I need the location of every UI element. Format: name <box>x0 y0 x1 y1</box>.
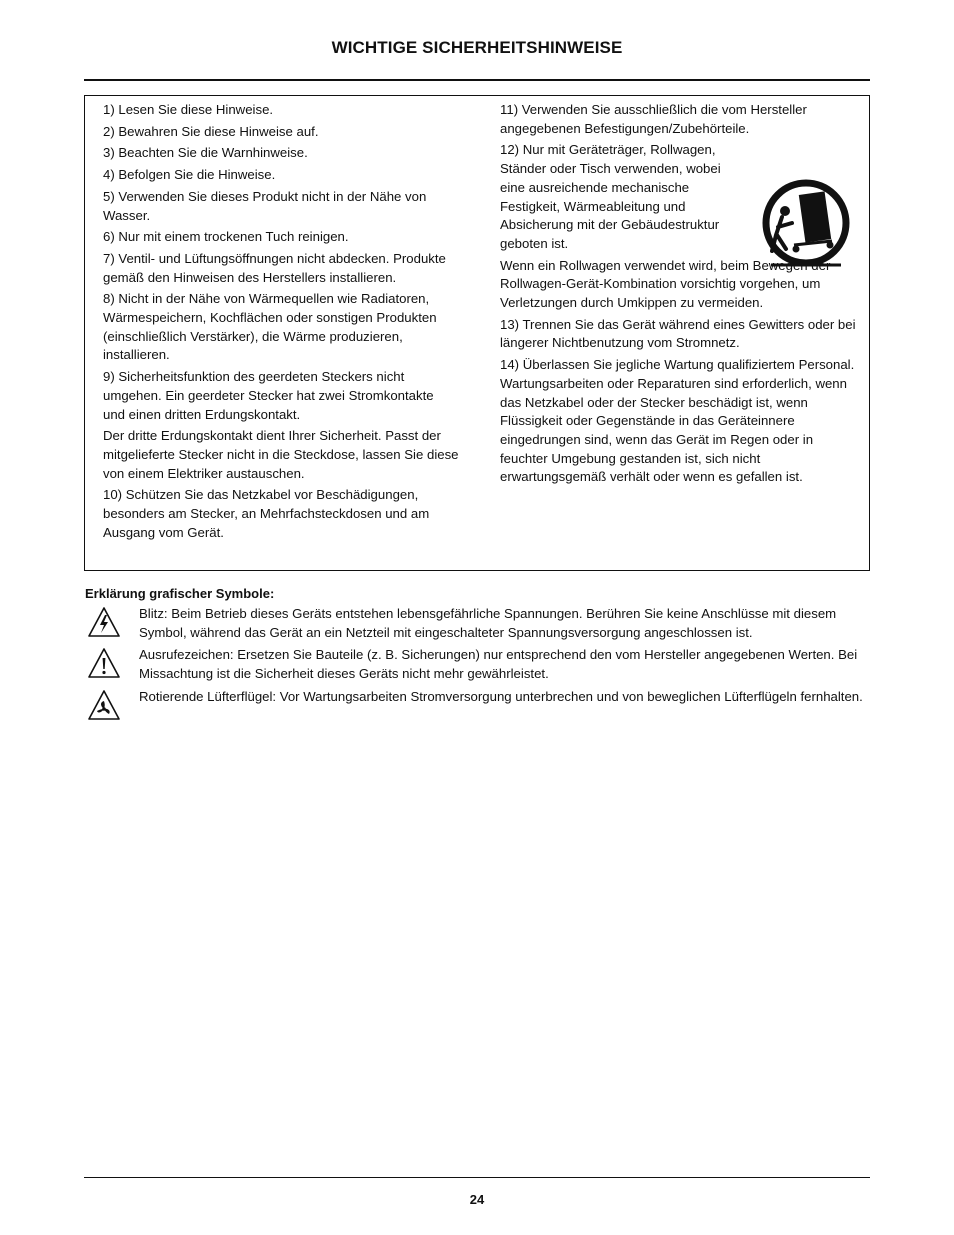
instruction-item: 9) Sicherheitsfunktion des geerdeten Steckers nicht umgehen. Ein geerdeter Stecker hat zwei Stromkontakte und einen dritten Erdungskontakt. <box>103 369 434 422</box>
instruction-item: 10) Schützen Sie das Netzkabel vor Beschädigungen, besonders am Stecker, an Mehrfachsteckdosen und am Ausgang vom Gerät. <box>103 487 430 540</box>
instruction-item: 7) Ventil- und Lüftungsöffnungen nicht abdecken. Produkte gemäß den Hinweisen des Herstellers installieren. <box>103 250 446 285</box>
instruction-item: 6) Nur mit einem trockenen Tuch reinigen. <box>103 229 349 245</box>
instruction-item-12-note: Wenn ein Rollwagen verwendet wird, beim Bewegen der Rollwagen-Gerät-Kombination vorsichtig vorgehen, um Verletzungen durch Umkippen zu vermeiden. <box>500 257 831 311</box>
cart-tip-over-warning-icon <box>758 179 854 271</box>
fan-warning-icon <box>87 689 121 721</box>
exclamation-warning-icon <box>87 647 121 679</box>
instruction-item: 2) Bewahren Sie diese Hinweise auf. <box>103 123 319 139</box>
instruction-item-13: 13) Trennen Sie das Gerät während eines Gewitters oder bei längerer Nichtbenutzung vom Stromnetz. <box>500 316 856 351</box>
symbol-description: Blitz: Beim Betrieb dieses Geräts entstehen lebensgefährliche Spannungen. Berühren Sie keine Anschlüsse mit diesem Symbol, während das Gerät an ein Netzteil mit eingeschalteter Spannungsversorgung angeschlossen ist. <box>139 606 837 640</box>
instruction-item: 5) Verwenden Sie dieses Produkt nicht in der Nähe von Wasser. <box>103 188 427 223</box>
instruction-item: 3) Beachten Sie die Warnhinweise. <box>103 145 308 161</box>
safety-instructions-box <box>84 95 870 571</box>
instruction-item: 1) Lesen Sie diese Hinweise. <box>103 102 274 117</box>
instructions-left-column <box>103 101 459 545</box>
instruction-item: Der dritte Erdungskontakt dient Ihrer Sicherheit. Passt der mitgelieferte Stecker nicht in die Steckdose, lassen Sie diese von einem Elektriker austauschen. <box>103 428 459 481</box>
page-number: 24 <box>469 1192 485 1207</box>
instruction-item: 4) Befolgen Sie die Hinweise. <box>103 167 276 183</box>
instruction-item: 8) Nicht in der Nähe von Wärmequellen wie Radiatoren, Wärmespeichern, Kochflächen oder sonstigen Produkten (einschließlich Verstärker), die Wärme produzieren, installieren. <box>103 291 437 363</box>
instruction-item-12 <box>500 141 860 253</box>
instructions-right-column <box>500 101 860 490</box>
instruction-item-12-text: 12) Nur mit Geräteträger, Rollwagen, Ständer oder Tisch verwenden, wobei eine ausreichende mechanische Festigkeit, Wärmeableitung und Absicherung mit der Gebäudestruktur geboten ist. <box>500 142 721 251</box>
symbol-description: Rotierende Lüfterflügel: Vor Wartungsarbeiten Stromversorgung unterbrechen und von beweglichen Lüfterflügeln fernhalten. <box>139 689 863 704</box>
instruction-item-14: 14) Überlassen Sie jegliche Wartung qualifiziertem Personal. Wartungsarbeiten oder Reparaturen sind erforderlich, wenn das Netzkabel oder der Stecker beschädigt ist, wenn Flüssigkeit oder Gegenstände in das Geräteinnere eingedrungen sind, wenn das Gerät im Regen oder in feuchter Umgebung gestanden ist, sich nicht erwartungsgemäß verhält oder wenn es gefallen ist. <box>500 357 855 485</box>
instruction-item-11: 11) Verwenden Sie ausschließlich die vom Hersteller angegebenen Befestigungen/Zubehörteile. <box>500 102 807 136</box>
header-divider <box>84 79 870 81</box>
footer-divider <box>84 1177 870 1178</box>
lightning-warning-icon <box>87 606 121 638</box>
symbols-heading: Erklärung grafischer Symbole: <box>85 586 275 601</box>
page-title: WICHTIGE SICHERHEITSHINWEISE <box>331 38 623 57</box>
symbol-description: Ausrufezeichen: Ersetzen Sie Bauteile (z. B. Sicherungen) nur entsprechend den vom Hersteller angegebenen Werten. Bei Missachtung ist die Sicherheit dieses Geräts nicht mehr gewährleistet. <box>139 647 858 681</box>
